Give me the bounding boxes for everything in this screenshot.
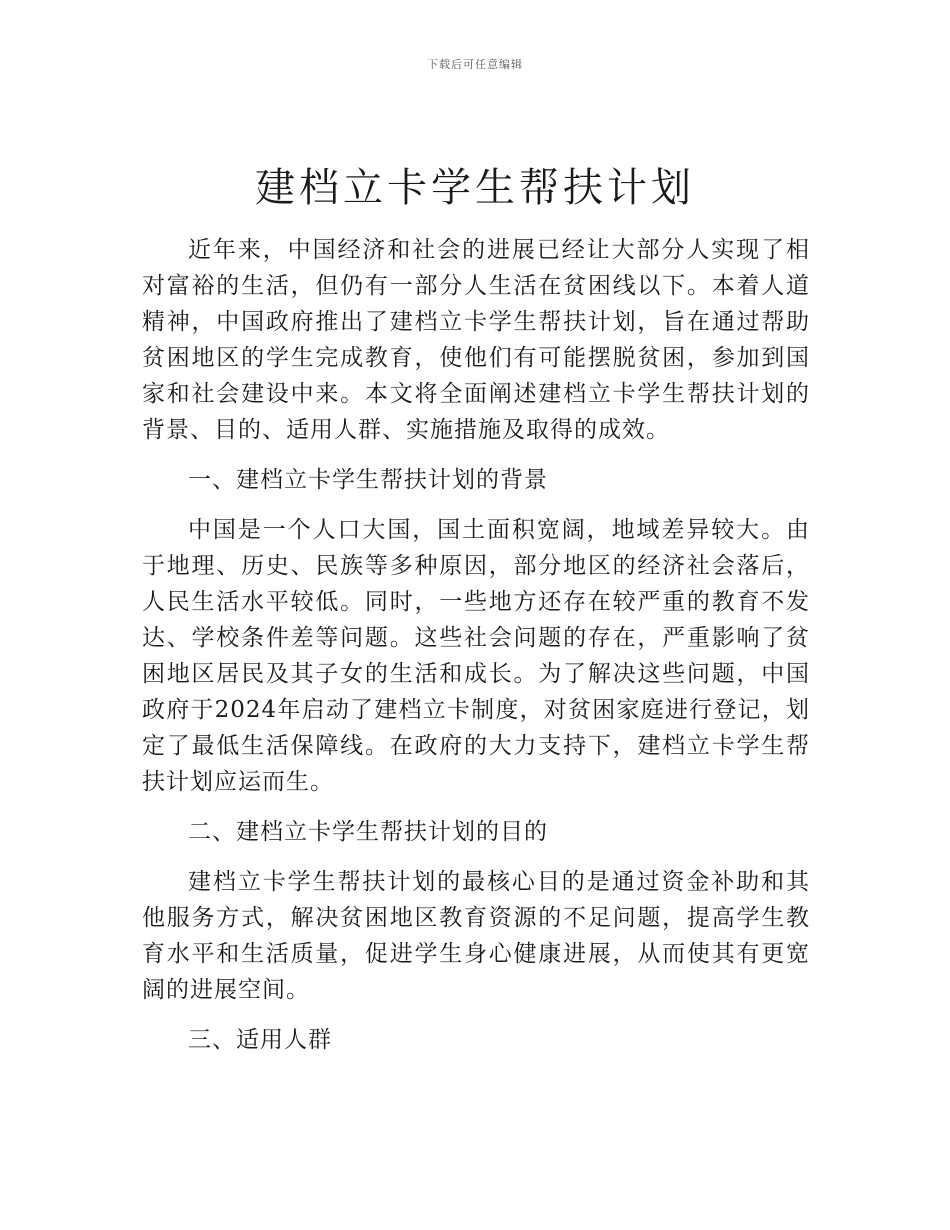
intro-paragraph: 近年来，中国经济和社会的进展已经让大部分人实现了相对富裕的生活，但仍有一部分人生活在贫困线以下。本着人道精神，中国政府推出了建档立卡学生帮扶计划，旨在通过帮助贫困地区的学生完成教育，使他们有可能摆脱贫困，参加到国家和社会建设中来。本文将全面阐述建档立卡学生帮扶计划的背景、目的、适用人群、实施措施及取得的成效。 bbox=[142, 237, 810, 443]
section-heading-purpose: 二、建档立卡学生帮扶计划的目的 bbox=[188, 819, 548, 845]
section-heading-background: 一、建档立卡学生帮扶计划的背景 bbox=[188, 467, 548, 493]
section-heading-target-group: 三、适用人群 bbox=[188, 1027, 332, 1053]
header-note: 下载后可任意编辑 bbox=[427, 58, 523, 71]
purpose-paragraph: 建档立卡学生帮扶计划的最核心目的是通过资金补助和其他服务方式，解决贫困地区教育资源的不足问题，提高学生教育水平和生活质量，促进学生身心健康进展，从而使其有更宽阔的进展空间。 bbox=[142, 869, 810, 1003]
background-paragraph: 中国是一个人口大国，国土面积宽阔，地域差异较大。由于地理、历史、民族等多种原因，部分地区的经济社会落后，人民生活水平较低。同时，一些地方还存在较严重的教育不发达、学校条件差等问题。这些社会问题的存在，严重影响了贫困地区居民及其子女的生活和成长。为了解决这些问题，中国政府于2024年启动了建档立卡制度，对贫困家庭进行登记，划定了最低生活保障线。在政府的大力支持下，建档立卡学生帮扶计划应运而生。 bbox=[142, 517, 810, 795]
document-title: 建档立卡学生帮扶计划 bbox=[255, 165, 695, 211]
document-body bbox=[142, 232, 810, 1072]
